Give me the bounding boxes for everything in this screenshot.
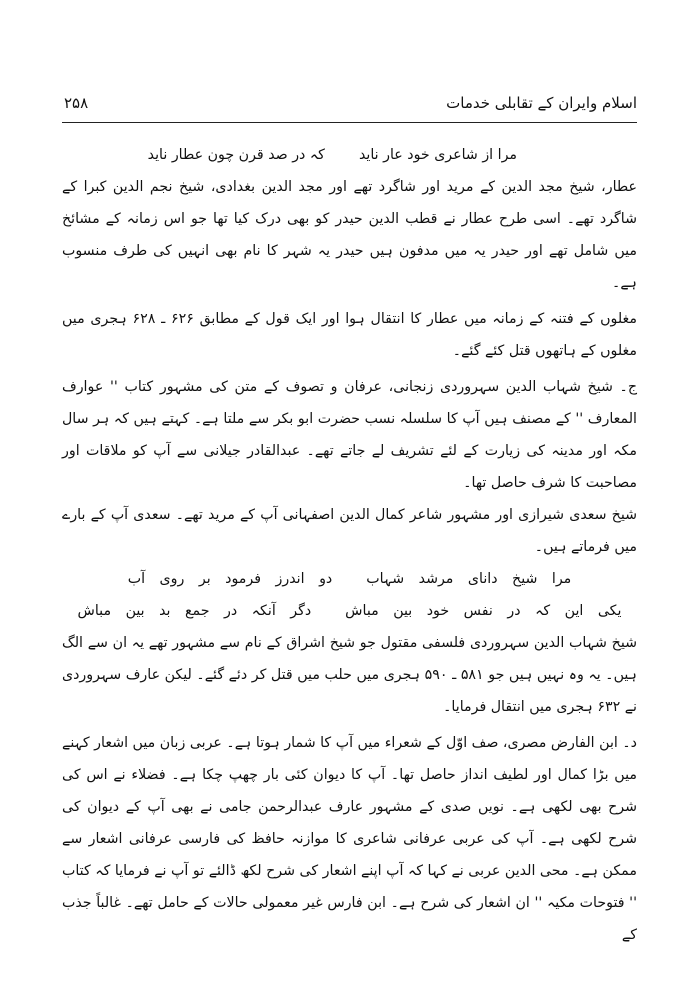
paragraph: شیخ شہاب الدین سہروردی فلسفی مقتول جو شیخ اشراق کے نام سے مشہور تھے یہ ان سے الگ ہیں۔ یہ وہ نہیں ہیں جو ۵۸۱ ـ ۵۹۰ ہجری میں حلب میں قتل کر دئے گئے۔ لیکن عارف سہروردی نے ۶۳۲ ہجری میں انتقال فرمایا۔ <box>62 635 637 715</box>
verse-couplet <box>62 595 637 627</box>
verse-right-hemistich: یکی این کہ در نفس خود بین مباش <box>345 603 622 619</box>
page-header <box>62 88 637 123</box>
paragraph: د۔ ابن الفارض مصری، صف اوّل کے شعراء میں آپ کا شمار ہوتا ہے۔ عربی زبان میں اشعار کہنے میں بڑا کمال اور لطیف انداز حاصل تھا۔ آپ کا دیوان کئی بار چھپ چکا ہے۔ فضلاء نے اس کی شرح بھی لکھی ہے۔ نویں صدی کے مشہور عارف عبدالرحمن جامی نے بھی آپ کے دیوان کی شرح لکھی ہے۔ آپ کی عربی عرفانی شاعری کا موازنہ حافظ کی فارسی عرفانی اشعار سے ممکن ہے۔ محی الدین عربی نے کہا کہ آپ اپنے اشعار کی شرح لکھ ڈالئے تو آپ نے فرمایا کہ کتاب '' فتوحات مکیہ '' ان اشعار کی شرح ہے۔ ابن فارس غیر معمولی حالات کے حامل تھے۔ غالباً جذب کے <box>62 735 637 943</box>
book-page <box>62 88 637 988</box>
verse-couplet <box>62 563 637 595</box>
page-body <box>62 123 637 951</box>
paragraph: مغلوں کے فتنہ کے زمانہ میں عطار کا انتقال ہوا اور ایک قول کے مطابق ۶۲۶ ـ ۶۲۸ ہجری میں مغلوں کے ہاتھوں قتل کئے گئے۔ <box>62 311 637 359</box>
verse-right-hemistich: مرا شیخ دانای مرشد شہاب <box>366 571 572 587</box>
page-number: ۲۵۸ <box>64 94 89 112</box>
paragraph: شیخ سعدی شیرازی اور مشہور شاعر کمال الدین اصفہانی آپ کے مرید تھے۔ سعدی آپ کے بارے میں فرماتے ہیں۔ <box>62 507 637 555</box>
verse-left-hemistich: دو اندرز فرمود بر روی آب <box>127 571 333 587</box>
verse-couplet <box>62 139 637 171</box>
verse-right-hemistich: مرا از شاعری خود عار ناید <box>358 147 517 163</box>
verse-left-hemistich: کہ در صد قرن چون عطار ناید <box>147 147 325 163</box>
running-title: اسلام وایران کے تقابلی خدمات <box>446 94 637 112</box>
verse-left-hemistich: دگر آنکہ در جمع بد بین مباش <box>77 603 312 619</box>
paragraph: عطار، شیخ مجد الدین کے مرید اور شاگرد تھے اور مجد الدین بغدادی، شیخ نجم الدین کبرا کے شاگرد تھے۔ اسی طرح عطار نے قطب الدین حیدر کو بھی درک کیا تھا جو اس زمانہ کے مشائخ میں شامل تھے اور حیدر یہ میں مدفون ہیں حیدر یہ شہر کا نام بھی انہیں کی طرف منسوب ہے۔ <box>62 179 637 291</box>
paragraph: ج۔ شیخ شہاب الدین سہروردی زنجانی، عرفان و تصوف کے متن کی مشہور کتاب '' عوارف المعارف '' کے مصنف ہیں آپ کا سلسلہ نسب حضرت ابو بکر سے ملتا ہے۔ کہتے ہیں کہ ہر سال مکہ اور مدینہ کی زیارت کے لئے تشریف لے جاتے تھے۔ عبدالقادر جیلانی سے آپ کو ملاقات اور مصاحبت کا شرف حاصل تھا۔ <box>62 379 637 491</box>
